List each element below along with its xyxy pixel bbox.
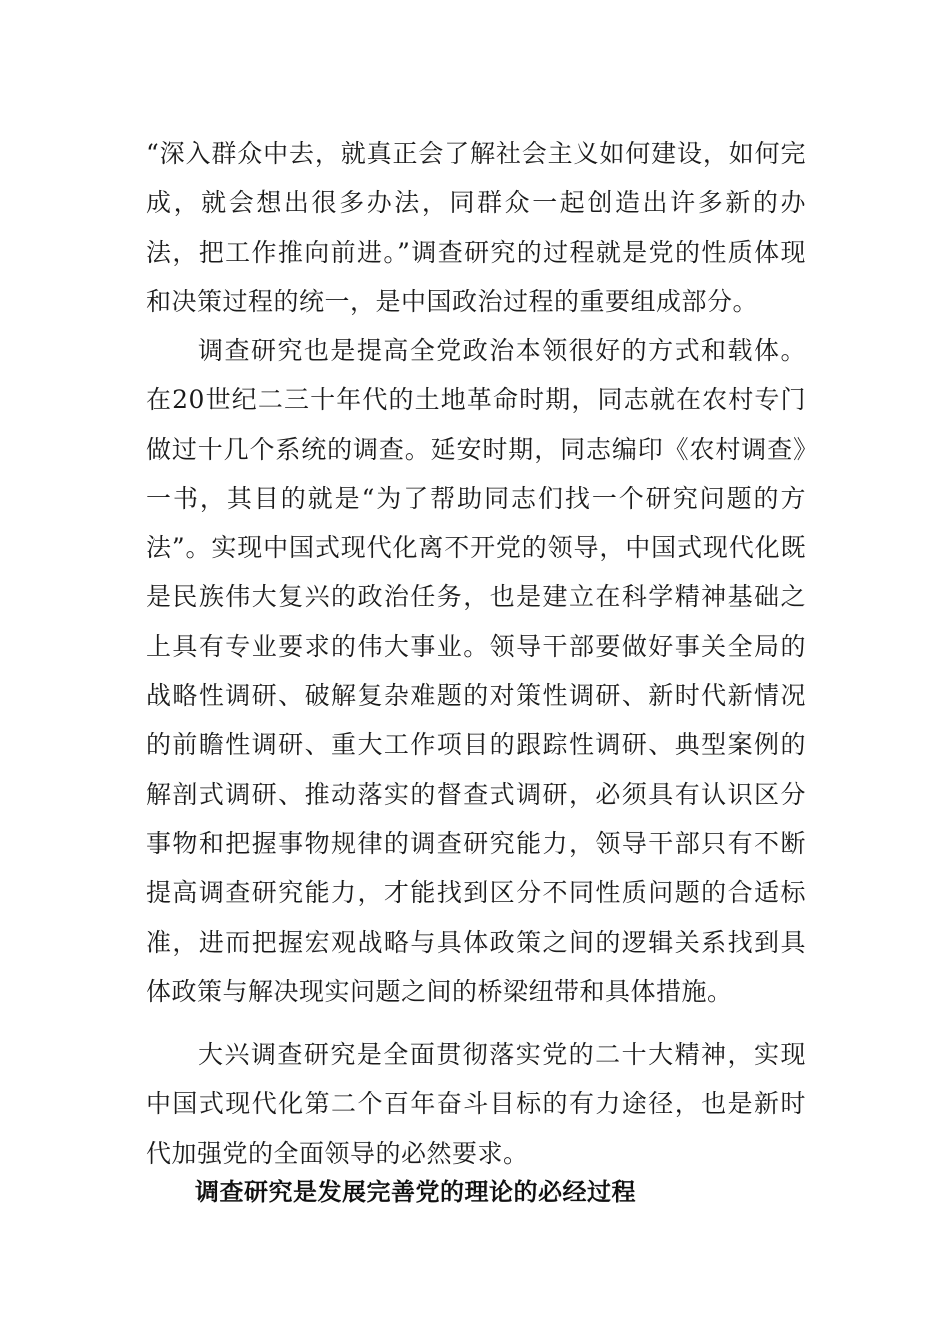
paragraph-text: 大兴调查研究是全面贯彻落实党的二十大精神，实现中国式现代化第二个百年奋斗目标的有力途径，也是新时代加强党的全面领导的必然要求。 (146, 1040, 806, 1168)
paragraph-text: 调查研究也是提高全党政治本领很好的方式和载体。在20世纪二三十年代的土地革命时期，同志就在农村专门做过十几个系统的调查。延安时期，同志编印《农村调查》一书，其目的就是“为了帮助同志们找一个研究问题的方法”。实现中国式现代化离不开党的领导，中国式现代化既是民族伟大复兴的政治任务，也是建立在科学精神基础之上具有专业要求的伟大事业。领导干部要做好事关全局的战略性调研、破解复杂难题的对策性调研、新时代新情况的前瞻性调研、重大工作项目的跟踪性调研、典型案例的解剖式调研、推动落实的督查式调研，必须具有认识区分事物和把握事物规律的调查研究能力，领导干部只有不断提高调查研究能力，才能找到区分不同性质问题的合适标准，进而把握宏观战略与具体政策之间的逻辑关系找到具体政策与解决现实问题之间的桥梁纽带和具体措施。 (146, 336, 806, 1006)
section-heading: 调查研究是发展完善党的理论的必经过程 (195, 1178, 636, 1206)
paragraph-text: “深入群众中去，就真正会了解社会主义如何建设，如何完成，就会想出很多办法，同群众一起创造出许多新的办法，把工作推向前进。”调查研究的过程就是党的性质体现和决策过程的统一，是中国政治过程的重要组成部分。 (146, 139, 806, 316)
paragraph-continuation (146, 129, 806, 326)
paragraph-research-capability (146, 326, 806, 1016)
paragraph-conclusion (146, 1030, 806, 1178)
